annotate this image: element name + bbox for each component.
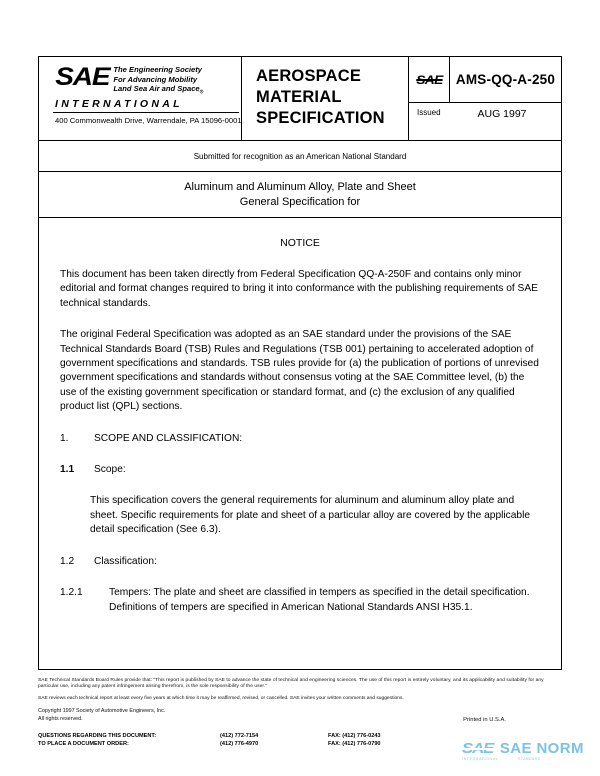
masthead (39, 57, 561, 141)
document-footer (38, 678, 562, 749)
notice-paragraph-1: This document has been taken directly from Federal Specification QQ-A-250F and contains only minor editorial and format changes required to bring it into conformance with the publishing requirements of SAE technical standards. (60, 269, 538, 309)
footer-disclaimer-1: SAE Technical Standards Board Rules provide that: “This report is published by SAE to advance the state of technical and engineering sciences. The use of this report is entirely voluntary, and its applicability and suitability for any particular use, including any patent infringement arising therefrom, is the sole responsibility of the user.” (38, 678, 544, 690)
submitted-note-strip (39, 141, 561, 172)
sae-tagline (113, 65, 203, 97)
document-type-line-3: SPECIFICATION (256, 109, 385, 127)
section-1-1-title: Scope: (94, 464, 126, 476)
section-1-2-number: 1.2 (60, 555, 75, 567)
issued-label: Issued (417, 108, 441, 117)
document-type-line-2: MATERIAL (256, 88, 342, 106)
sae-international-label: INTERNATIONAL (53, 98, 239, 113)
sae-tagline-line-2: For Advancing Mobility (113, 74, 198, 84)
document-number: AMS-QQ-A-250 (455, 72, 556, 87)
section-1-2-1-number: 1.2.1 (60, 587, 83, 599)
document-number-row (409, 57, 561, 103)
sae-tagline-line-3-text: Land Sea Air and Space (113, 84, 200, 94)
issued-row (409, 103, 561, 140)
watermark-sae-norm-text: SAE NORM (499, 740, 584, 757)
contact-phone-questions: (412) 772-7154 (220, 733, 259, 740)
section-1-2-1-body: Tempers: The plate and sheet are classified in tempers as specified in the detail specification. Definitions of tempers are specified in American National Standards ANSI H35.1. (109, 587, 530, 613)
publisher-address: 400 Commonwealth Drive, Warrendale, PA 15096-0001 (55, 116, 242, 126)
notice-heading: NOTICE (280, 237, 320, 249)
sae-wordmark: SAE (55, 63, 110, 91)
contact-phone-orders: (412) 776-4970 (220, 741, 259, 748)
notice-paragraph-2: The original Federal Specification was adopted as an SAE standard under the provisions of the SAE Technical Standards Board (TSB) Rules and Regulations (TSB 001) pertaining to accelerated adoption of government specifications and standards. TSB rules provide for (a) the publication of portions of unrevised government specifications and standards without consensus voting at the SAE Committee level, (b) the use of the existing government specification or standard format, and (c) the exclusion of any qualified product list (QPL) sections. (60, 329, 539, 413)
section-1-title: SCOPE AND CLASSIFICATION: (94, 432, 243, 444)
section-1-2-title: Classification: (94, 555, 157, 567)
watermark-standard-label: STANDARD (518, 757, 541, 761)
sae-badge (409, 57, 450, 102)
sae-tagline-line-1: The Engineering Society (113, 65, 203, 74)
issued-date: AUG 1997 (477, 108, 527, 120)
masthead-publisher-block (39, 57, 242, 140)
registered-mark-icon: ® (199, 89, 204, 96)
section-1-number: 1. (60, 432, 69, 444)
watermark-sae-badge: SAE (462, 740, 494, 757)
footer-disclaimer-2: SAE reviews each technical report at least every five years at which time it may be reaffirmed, revised, or cancelled. SAE invites your written comments and suggestions. (38, 695, 404, 701)
sae-tagline-line-3 (113, 84, 203, 97)
contact-label-orders: TO PLACE A DOCUMENT ORDER: (38, 741, 129, 748)
copyright-line-2: All rights reserved. (38, 715, 83, 722)
sae-norm-watermark (462, 740, 584, 761)
copyright-line-1: Copyright 1997 Society of Automotive Engineers, Inc. (38, 708, 166, 715)
document-frame (38, 56, 562, 670)
section-1-1-number: 1.1 (60, 464, 75, 476)
page-title-line-2: General Specification for (239, 195, 361, 208)
contact-label-questions: QUESTIONS REGARDING THIS DOCUMENT: (38, 733, 157, 740)
sae-badge-text: SAE (415, 72, 443, 87)
contact-fax-questions: FAX: (412) 776-0243 (328, 733, 381, 740)
copyright-row (38, 708, 562, 723)
watermark-international-label: INTERNATIONAL (462, 757, 499, 761)
document-body (39, 218, 561, 632)
copyright-block (38, 708, 165, 723)
printed-in-label: Printed in U.S.A. (463, 717, 506, 724)
sae-logo (53, 65, 235, 97)
section-1-heading (60, 432, 540, 446)
document-type-line-1: AEROSPACE (256, 67, 362, 85)
document-title-strip (39, 172, 561, 218)
section-1-1-body: This specification covers the general requirements for aluminum and aluminum alloy plate and sheet. Specific requirements for plate and sheet of a particular alloy are covered by the applicable detail specification (See 6.3). (90, 495, 531, 536)
document-identification-block (409, 57, 561, 140)
section-1-1-heading (60, 463, 540, 477)
page-title-line-1: Aluminum and Aluminum Alloy, Plate and Sheet (184, 180, 416, 193)
submitted-note-text: Submitted for recognition as an American National Standard (193, 151, 407, 161)
contact-fax-orders: FAX: (412) 776-0790 (328, 741, 381, 748)
section-1-2-1 (60, 586, 540, 615)
section-1-2-heading (60, 555, 540, 569)
document-type-block (242, 57, 409, 140)
